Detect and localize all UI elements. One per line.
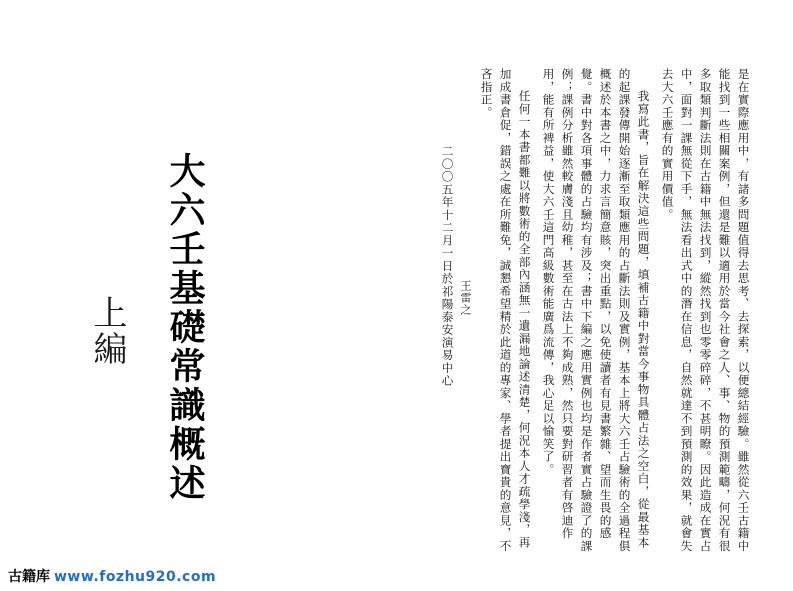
- preface-column-10: 覺。書中對各項事體的占驗均有涉及；書中下編之應用實例也均是作者實占驗證了的課: [579, 68, 594, 553]
- preface-column-16: 吝指正。: [479, 68, 494, 119]
- preface-column-3: 多取類判斷法則在古籍中無法找到，縱然找到也零零碎碎，不甚明瞭。因此造成在實占: [698, 68, 713, 553]
- preface-column-7: 我寫此書，旨在解決這些問題，填補古籍中對當今事物具體占法之空白，從最基本: [636, 90, 651, 549]
- book-title: 大六壬基礎常識概述: [164, 152, 205, 503]
- preface-column-15: 加成書倉促，錯誤之處在所難免，誠懇希望精於此道的專家、學者提出寶貴的意見，不: [498, 68, 513, 553]
- preface-date: 二〇〇五年十二月一日於祁陽泰安演易中心: [440, 145, 455, 388]
- site-url-link[interactable]: www.fozhu920.com: [54, 569, 217, 585]
- watermark-footer: [8, 570, 216, 584]
- volume-label: 上編: [87, 295, 127, 367]
- preface-column-5: 去大六壬應有的實用價值。: [660, 68, 675, 221]
- preface-column-2: 能找到一些相關案例，但還是難以適用於當今社會之人、事、物的預測範疇，何況有很: [717, 68, 732, 553]
- preface-column-12: 用，能有所裨益，使大六壬這門高級數術能廣爲流傳，我心足以愉笑了。: [541, 68, 556, 476]
- preface-column-9: 概述於本書之中，力求言簡意賅，突出重點，以免使讀者有見書繁雜、望而生畏的感: [598, 68, 613, 540]
- preface-column-11: 例；課例分析雖然較膚淺且幼稚，甚至在古法上不夠成熟，然只要對研習者有啓迪作: [560, 68, 575, 540]
- author-signature: 王雷之: [459, 280, 472, 316]
- site-name: 古籍库: [8, 569, 50, 585]
- preface-column-4: 中，面對一課無從下手，無法看出式中的潛在信息，自然就達不到預測的效果，就會失: [679, 68, 694, 553]
- preface-column-1: 是在實際應用中，有諸多問題值得去思考、去探索，以便總結經驗。雖然從六壬古籍中: [736, 68, 751, 553]
- preface-column-14: 任何一本書都難以將數術的全部內涵無一遺漏地論述清楚，何況本人才疏學淺，再: [517, 90, 532, 549]
- preface-column-8: 的起課發傳開始逐漸至取類應用的占斷法則及實例，基本上將大六壬占驗術的全過程俱: [617, 68, 632, 553]
